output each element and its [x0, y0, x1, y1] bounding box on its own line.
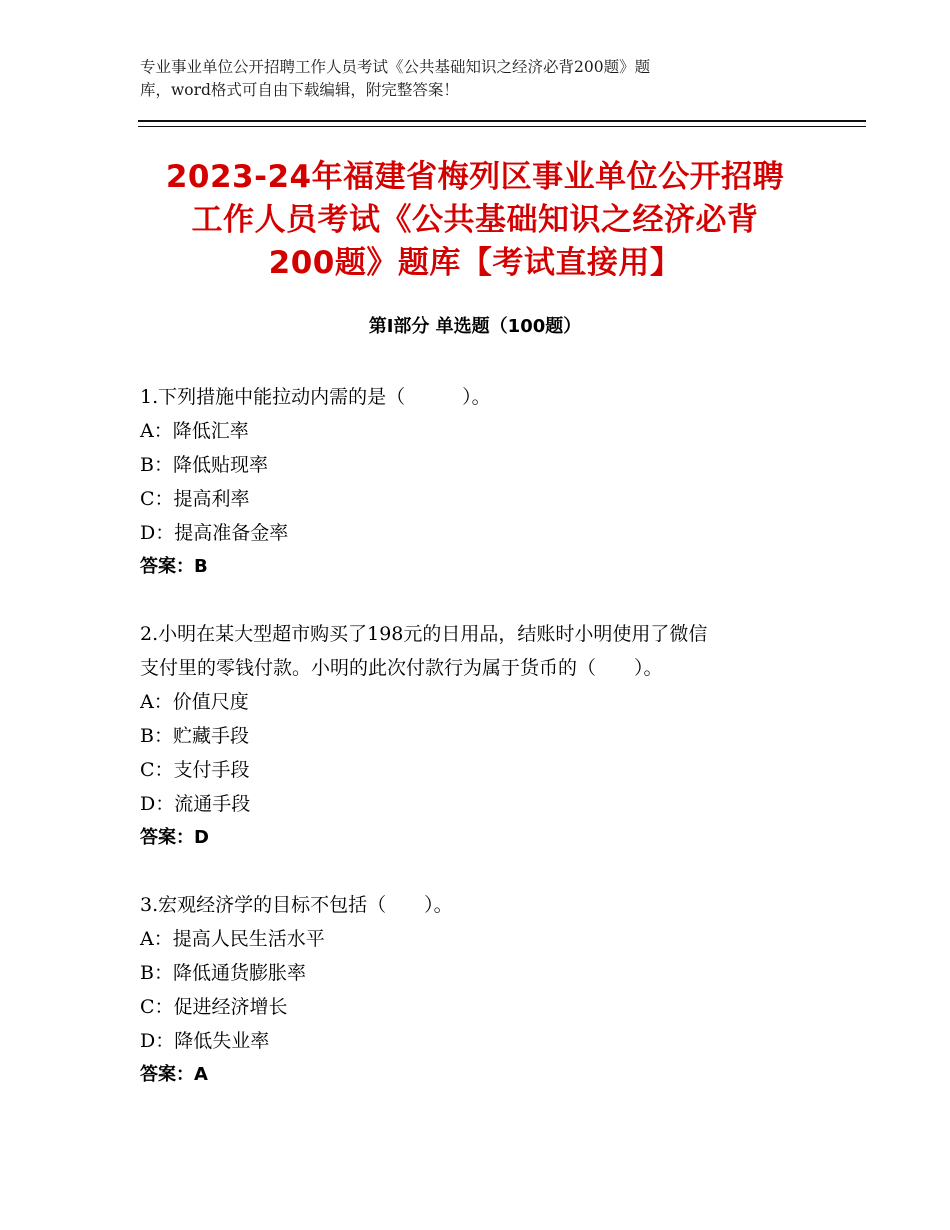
document-title-line-1: 2023-24年福建省梅列区事业单位公开招聘: [165, 159, 785, 195]
question-answer: 答案：B: [140, 556, 208, 577]
question-option: D：降低失业率: [140, 1030, 270, 1052]
question-option: C：促进经济增长: [140, 996, 288, 1018]
question-block: [140, 380, 820, 584]
section-title: 第Ⅰ部分 单选题（100题）: [368, 316, 582, 337]
question-block: [140, 888, 820, 1092]
question-option: C：提高利率: [140, 488, 250, 510]
question-stem: 2.小明在某大型超市购买了198元的日用品，结账时小明使用了微信: [140, 623, 708, 645]
document-title: [120, 156, 830, 285]
question-answer: 答案：A: [140, 1064, 208, 1085]
header-note: [140, 56, 840, 102]
question-option: B：贮藏手段: [140, 725, 249, 747]
header-rule-thick: [138, 120, 866, 122]
question-option: A：价值尺度: [140, 691, 249, 713]
question-stem: 3.宏观经济学的目标不包括（ ）。: [140, 894, 453, 916]
question-option: A：降低汇率: [140, 420, 249, 442]
question-list: [140, 380, 820, 1125]
header-note-line-1: 专业事业单位公开招聘工作人员考试《公共基础知识之经济必背200题》题: [140, 58, 651, 76]
header-note-line-2: 库，word格式可自由下载编辑，附完整答案！: [140, 81, 459, 99]
question-option: A：提高人民生活水平: [140, 928, 325, 950]
question-option: C：支付手段: [140, 759, 250, 781]
question-option: D：流通手段: [140, 793, 251, 815]
header-rule-thin: [138, 126, 866, 127]
question-stem: 支付里的零钱付款。小明的此次付款行为属于货币的（ ）。: [140, 657, 663, 679]
question-block: [140, 617, 820, 855]
question-option: B：降低通货膨胀率: [140, 962, 306, 984]
question-option: D：提高准备金率: [140, 522, 289, 544]
question-stem: 1.下列措施中能拉动内需的是（ ）。: [140, 386, 491, 408]
document-title-line-2: 工作人员考试《公共基础知识之经济必背: [191, 202, 759, 238]
question-answer: 答案：D: [140, 827, 209, 848]
question-option: B：降低贴现率: [140, 454, 268, 476]
document-title-line-3: 200题》题库【考试直接用】: [268, 245, 682, 281]
